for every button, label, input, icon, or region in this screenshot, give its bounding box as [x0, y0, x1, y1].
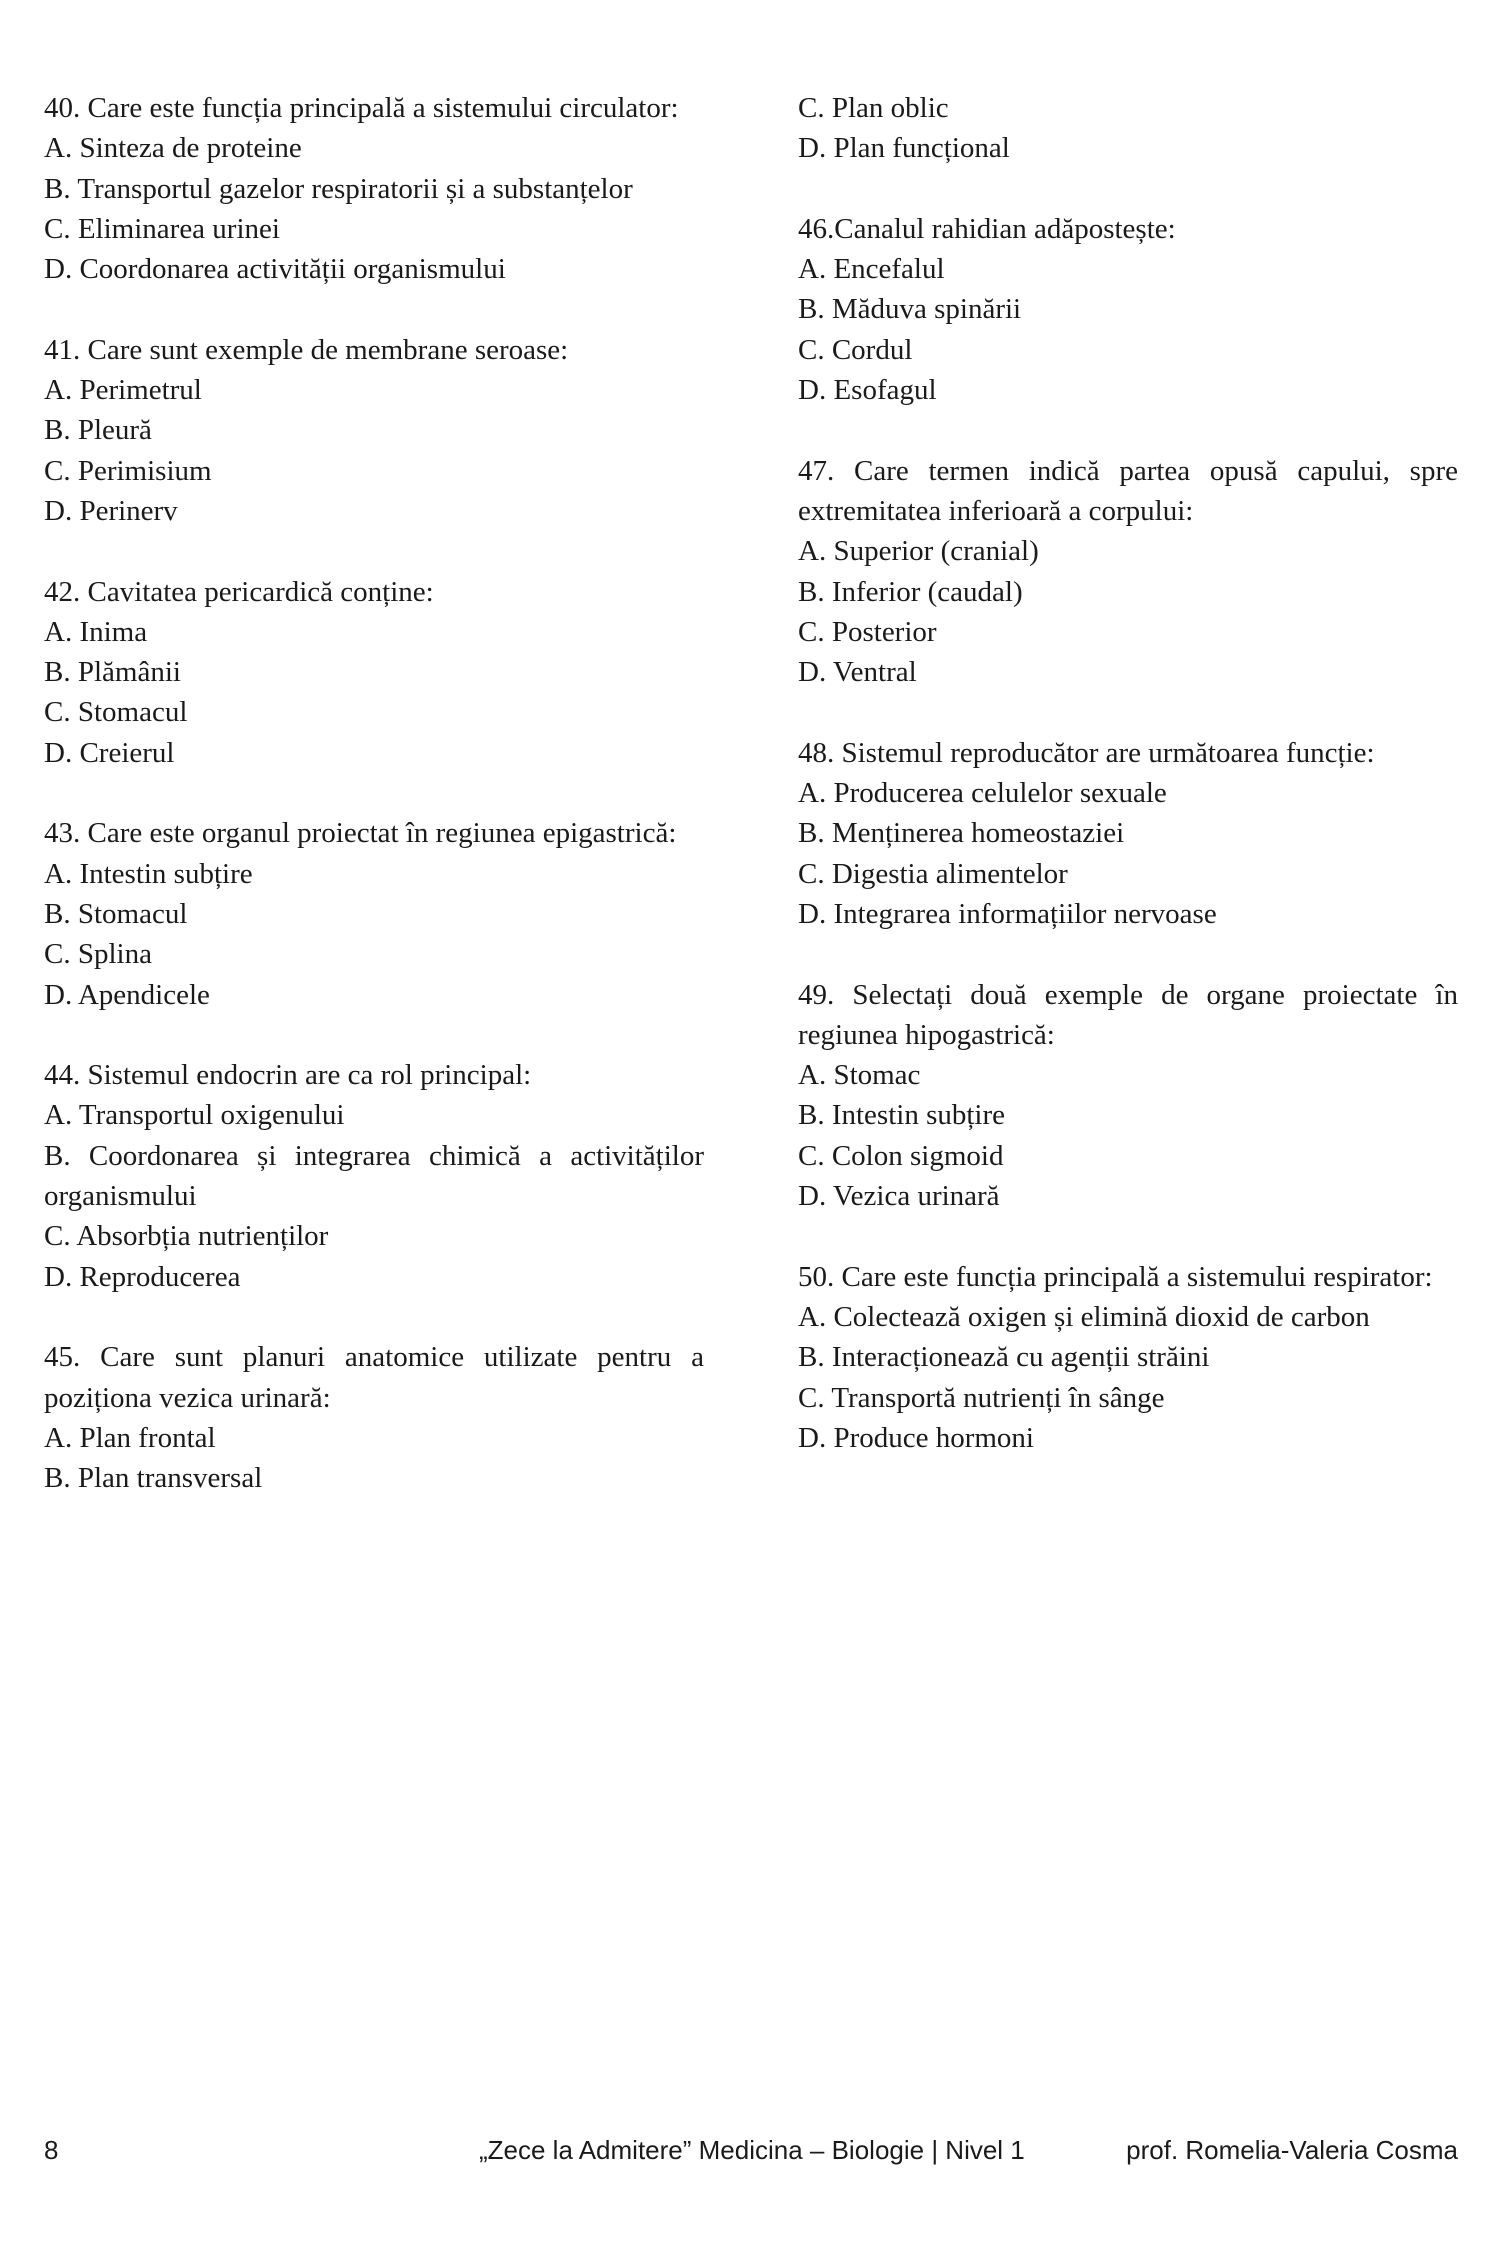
option-a: A. Plan frontal	[44, 1421, 216, 1454]
question-40	[44, 88, 704, 289]
option-b: B. Pleură	[44, 414, 152, 447]
footer-author: prof. Romelia-Valeria Cosma	[1126, 2135, 1458, 2165]
question-text: 46.Canalul rahidian adăpostește:	[798, 212, 1176, 245]
option-c: C. Digestia alimentelor	[798, 857, 1068, 890]
option-a: A. Encefalul	[798, 253, 945, 286]
option-d: D. Coordonarea activității organismului	[44, 253, 506, 286]
question-text: 40. Care este funcția principală a sistemului circulator:	[44, 92, 679, 124]
question-text: 50. Care este funcția principală a sistemului respirator:	[798, 1260, 1433, 1293]
question-text: 42. Cavitatea pericardică conține:	[44, 575, 434, 608]
option-c: C. Transportă nutrienți în sânge	[798, 1381, 1165, 1414]
page-number: 8	[44, 2135, 59, 2165]
option-d: D. Reproducerea	[44, 1260, 241, 1293]
option-a: A. Superior (cranial)	[798, 535, 1039, 568]
option-a: A. Producerea celulelor sexuale	[798, 777, 1167, 810]
option-b: B. Transportul gazelor respiratorii și a substanțelor	[44, 172, 633, 205]
question-text: 44. Sistemul endocrin are ca rol principal:	[44, 1059, 532, 1092]
question-45	[44, 1337, 704, 1498]
right-column	[798, 88, 1458, 1498]
option-d: D. Integrarea informațiilor nervoase	[798, 897, 1217, 930]
option-c: C. Posterior	[798, 615, 937, 648]
option-d: D. Esofagul	[798, 374, 937, 407]
option-c: C. Plan oblic	[798, 92, 949, 124]
footer-title: „Zece la Admitere” Medicina – Biologie | Nivel 1	[479, 2135, 1025, 2165]
option-a: A. Transportul oxigenului	[44, 1099, 345, 1132]
option-c: C. Eliminarea urinei	[44, 212, 280, 245]
option-b: B. Inferior (caudal)	[798, 575, 1023, 608]
option-b: B. Măduva spinării	[798, 293, 1022, 326]
option-d: D. Plan funcțional	[798, 132, 1010, 165]
option-b: B. Plan transversal	[44, 1462, 263, 1495]
question-50	[798, 1257, 1458, 1458]
question-47	[798, 451, 1458, 693]
option-c: C. Absorbția nutrienților	[44, 1220, 329, 1253]
option-a: A. Colectează oxigen și elimină dioxid de carbon	[798, 1300, 1370, 1333]
option-b: B. Stomacul	[44, 897, 188, 930]
option-c: C. Cordul	[798, 333, 913, 366]
page-footer	[44, 2135, 1458, 2175]
option-a: A. Sinteza de proteine	[44, 132, 302, 165]
option-a: A. Inima	[44, 615, 148, 648]
question-49	[798, 975, 1458, 1217]
option-a: A. Stomac	[798, 1059, 921, 1092]
question-text: 45. Care sunt planuri anatomice utilizate pentru a poziționa vezica urinară:	[44, 1341, 704, 1414]
question-text: 49. Selectați două exemple de organe proiectate în regiunea hipogastrică:	[798, 978, 1458, 1051]
option-c: C. Stomacul	[44, 696, 188, 729]
question-46	[798, 209, 1458, 410]
question-text: 47. Care termen indică partea opusă capului, spre extremitatea inferioară a corpului:	[798, 454, 1458, 527]
question-42	[44, 572, 704, 773]
option-b: B. Menținerea homeostaziei	[798, 817, 1125, 850]
question-41	[44, 330, 704, 531]
question-45-continued	[798, 88, 1458, 169]
option-d: D. Ventral	[798, 656, 917, 689]
option-b: B. Intestin subțire	[798, 1099, 1006, 1132]
option-d: D. Produce hormoni	[798, 1421, 1034, 1454]
option-c: C. Perimisium	[44, 454, 212, 487]
question-text: 43. Care este organul proiectat în regiunea epigastrică:	[44, 817, 677, 850]
option-c: C. Colon sigmoid	[798, 1139, 1004, 1172]
option-a: A. Perimetrul	[44, 374, 202, 407]
option-b: B. Interacționează cu agenții străini	[798, 1341, 1210, 1374]
option-b: B. Coordonarea și integrarea chimică a activităților organismului	[44, 1139, 704, 1213]
left-column	[44, 88, 704, 1539]
option-b: B. Plămânii	[44, 656, 181, 689]
question-48	[798, 733, 1458, 934]
option-d: D. Apendicele	[44, 978, 210, 1011]
option-d: D. Perinerv	[44, 494, 178, 527]
option-a: A. Intestin subțire	[44, 857, 253, 890]
option-d: D. Creierul	[44, 736, 175, 769]
option-c: C. Splina	[44, 938, 152, 971]
question-43	[44, 813, 704, 1014]
question-44	[44, 1055, 704, 1297]
question-text: 48. Sistemul reproducător are următoarea funcție:	[798, 736, 1375, 769]
option-d: D. Vezica urinară	[798, 1180, 1000, 1213]
question-text: 41. Care sunt exemple de membrane seroase:	[44, 333, 569, 366]
